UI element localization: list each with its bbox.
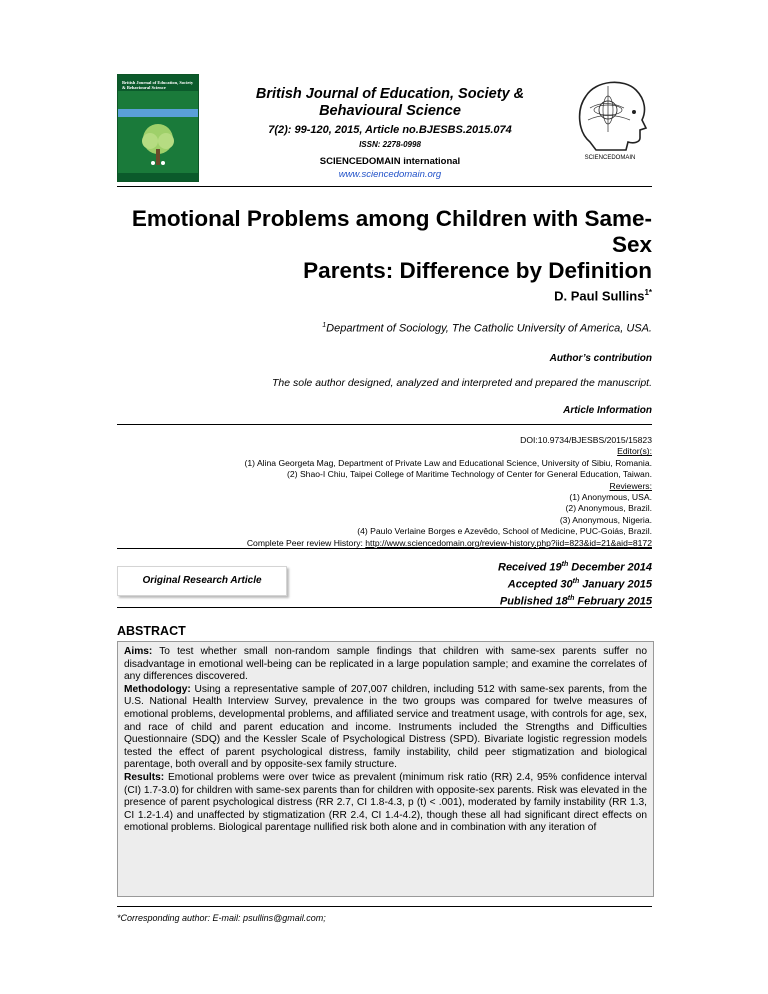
accepted-date: Accepted 30th January 2015 (507, 578, 652, 591)
info-bottom-rule (117, 548, 652, 549)
review-history-label: Complete Peer review History: (246, 537, 366, 548)
info-rule (117, 424, 652, 425)
journal-issn: ISSN: 2278-0998 (359, 140, 421, 149)
publisher-link[interactable]: www.sciencedomain.org (338, 169, 442, 180)
editor-2: (2) Shao-I Chiu, Taipei College of Maritime Technology of Center for General Education, Taiwan. (287, 469, 652, 480)
affiliation-superscript: 1 (322, 322, 327, 329)
sciencedomain-logo-icon (568, 72, 658, 156)
reviewers-label: Reviewers: (609, 480, 652, 491)
affiliation-text: Department of Sociology, The Catholic University of America, USA. (326, 322, 652, 335)
reviewer-4: (4) Paulo Verlaine Borges e Azevêdo, School of Medicine, PUC-Goiás, Brazil. (357, 526, 652, 537)
journal-title: British Journal of Education, Society & Behavioural Science (255, 86, 525, 119)
journal-volume: 7(2): 99-120, 2015, Article no.BJESBS.2015.074 (268, 124, 512, 136)
paper-title (117, 206, 652, 284)
published-date: Published 18th February 2015 (499, 595, 652, 608)
review-history-link[interactable]: http://www.sciencedomain.org/review-history.php?iid=823&id=21&aid=8172 (365, 537, 652, 548)
reviewer-3: (3) Anonymous, Nigeria. (559, 514, 652, 525)
paper-title-line-2: Parents: Difference by Definition (303, 258, 652, 283)
paper-title-line-1: Emotional Problems among Children with Same-Sex (131, 206, 652, 257)
abstract-box (117, 641, 654, 897)
dates-rule (117, 607, 652, 608)
article-info-heading: Article Information (563, 405, 652, 416)
reviewer-2: (2) Anonymous, Brazil. (565, 503, 652, 514)
cover-blue-band (118, 109, 198, 117)
cover-title: British Journal of Education, Society & Behavioural Science (122, 80, 194, 90)
corresponding-author-footnote: *Corresponding author: E-mail: psullins@gmail.com; (117, 913, 326, 923)
abstract-results: Results: Emotional problems were over twice as prevalent (minimum risk ratio (RR) 2.4, 95% confidence interval (CI) 1.7-3.0) for children with same-sex parents than for children with opposite-sex parents. Risk was elevated in the presence of parent psychological distress (RR 2.7, CI 1.8-4.3, p (t) < .001), moderated by family instability (RR 1.3, CI 1.2-1.4) and unaffected by stigmatization (RR 2.4, CI 1.4-4.2), though these all had significant direct effects on emotional problems. Biological parentage nullified risk both alone and in combination with any iteration of (124, 771, 647, 834)
abstract-heading: ABSTRACT (117, 624, 186, 638)
abstract-aims: Aims: To test whether small non-random sample findings that children with same-sex parents suffer no disadvantage in emotional well-being can be replicated in a large population sample; and examine the correlates of any differences discovered. (124, 646, 647, 683)
doi: DOI:10.9734/BJESBS/2015/15823 (520, 435, 652, 445)
journal-cover-image (117, 74, 199, 182)
logo-label: SCIENCEDOMAIN (584, 155, 636, 161)
received-date: Received 19th December 2014 (498, 561, 652, 574)
article-info-block (117, 435, 652, 549)
author-name-text: D. Paul Sullins (554, 288, 645, 304)
header-rule (117, 186, 652, 187)
editors-label: Editor(s): (617, 446, 652, 457)
publisher-name: SCIENCEDOMAIN international (319, 156, 461, 167)
tree-icon (134, 121, 182, 169)
cover-bottom-band (118, 173, 198, 181)
abstract-methodology: Methodology: Using a representative sample of 207,007 children, including 512 with same-sex parents, from the U.S. National Health Interview Survey, prevalence in the two groups was compared for twelve measures of emotional problems, developmental problems, and affiliated service and treatment usage, with controls for age, sex, and race of child and parent education and income. Instruments included the Strengths and Difficulties Questionnaire (SDQ) and the Kessler Scale of Psychological Distress (SPD). Bivariate logistic regression models tested the effect of parent psychological distress, family instability, child peer stigmatization and biological parentage, both overall and by opposite-sex family structure. (124, 683, 647, 771)
author-affiliation (117, 322, 652, 335)
article-type-badge: Original Research Article (117, 566, 287, 596)
footnote-rule (117, 906, 652, 907)
author-name (117, 288, 652, 303)
author-superscript: 1* (644, 288, 652, 297)
reviewer-1: (1) Anonymous, USA. (569, 492, 652, 503)
contribution-text: The sole author designed, analyzed and interpreted and prepared the manuscript. (272, 377, 652, 389)
article-dates (420, 558, 652, 609)
editor-1: (1) Alina Georgeta Mag, Department of Private Law and Educational Science, University of Sibiu, Romania. (244, 457, 652, 468)
contribution-heading: Author’s contribution (549, 353, 652, 364)
